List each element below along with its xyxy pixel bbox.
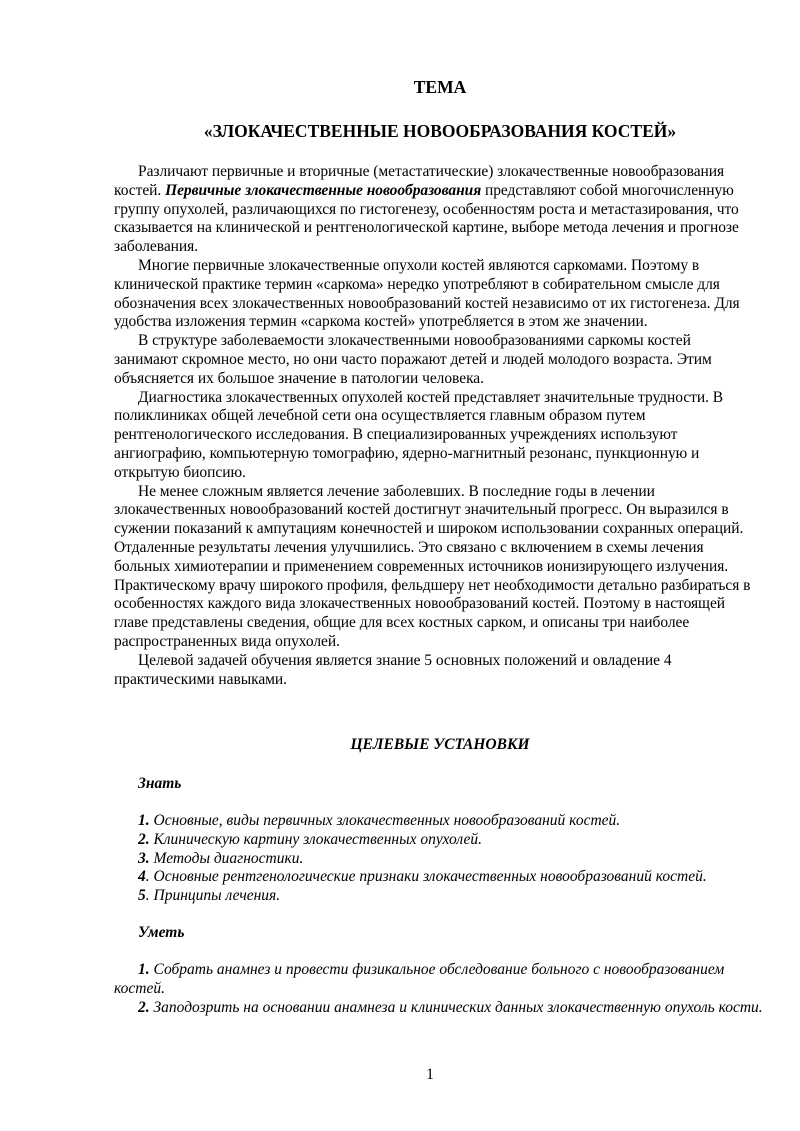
know-item bbox=[114, 887, 764, 906]
list-number: 1. bbox=[138, 961, 150, 978]
paragraph-3: В структуре заболеваемости злокачественными новообразованиями саркомы костей занимают скромное место, но они часто поражают детей и людей молодого возраста. Этим объясняется их большое значение в патологии человека. bbox=[114, 332, 712, 387]
know-item bbox=[114, 868, 764, 887]
can-item bbox=[114, 961, 764, 999]
list-text: . Принципы лечения. bbox=[145, 887, 281, 905]
list-number: 2. bbox=[138, 998, 150, 1016]
list-text: . Основные рентгенологические признаки злокачественных новообразований костей. bbox=[145, 868, 707, 886]
list-text: Основные, виды первичных злокачественных новообразований костей. bbox=[149, 812, 621, 829]
can-subheading: Уметь bbox=[138, 924, 185, 941]
list-number: 5 bbox=[138, 887, 146, 905]
know-item bbox=[114, 850, 764, 869]
paragraph-6: Целевой задачей обучения является знание 5 основных положений и овладение 4 практическими навыками. bbox=[114, 651, 672, 688]
list-text: Клиническую картину злокачественных опухолей. bbox=[149, 830, 483, 848]
document-title: «ЗЛОКАЧЕСТВЕННЫЕ НОВООБРАЗОВАНИЯ КОСТЕЙ» bbox=[203, 121, 677, 141]
body-text bbox=[114, 163, 754, 689]
paragraph-1 bbox=[114, 163, 754, 257]
page-number: 1 bbox=[426, 1066, 434, 1083]
paragraph-1-start: Различают первичные и вторичные (метастатические) злокачественные новообразования костей. bbox=[114, 163, 725, 199]
paragraph-1-emphasis: Первичные злокачественные новообразования bbox=[165, 181, 482, 199]
goals-heading: ЦЕЛЕВЫЕ УСТАНОВКИ bbox=[350, 736, 530, 753]
topic-label: ТЕМА bbox=[413, 77, 467, 97]
know-item bbox=[114, 812, 764, 831]
paragraph-1-end: представляют собой многочисленную группу опухолей, различающихся по гистогенезу, особенностям роста и метастазирования, что сказывается на клинической и рентгенологической картине, выборе метода лечения и прогнозе заболевания. bbox=[114, 181, 739, 256]
list-text: Собрать анамнез и провести физикальное обследование больного с новообразованием костей. bbox=[114, 961, 725, 997]
list-number: 3. bbox=[138, 849, 150, 867]
list-text: Заподозрить на основании анамнеза и клинических данных злокачественную опухоль кости. bbox=[149, 998, 763, 1016]
paragraph-2: Многие первичные злокачественные опухоли костей являются саркомами. Поэтому в клинической практике термин «саркома» нередко употребляют в собирательном смысле для обозначения всех злокачественных новообразований костей независимо от их гистогенеза. Для удобства изложения термин «саркома костей» употребляется в этом же значении. bbox=[114, 256, 740, 331]
paragraph-4: Диагностика злокачественных опухолей костей представляет значительные трудности. В поликлиниках общей лечебной сети она осуществляется главным образом путем рентгенологического исследования. В специализированных учреждениях используют ангиографию, компьютерную томографию, ядерно-магнитный резонанс, пункционную и открытую биопсию. bbox=[114, 388, 724, 481]
can-item bbox=[114, 999, 764, 1018]
know-item bbox=[114, 831, 764, 850]
list-number: 4 bbox=[138, 868, 146, 886]
list-number: 2. bbox=[138, 830, 150, 848]
list-text: Методы диагностики. bbox=[149, 849, 304, 867]
can-list bbox=[114, 961, 764, 1017]
paragraph-5: Не менее сложным является лечение заболевших. В последние годы в лечении злокачественных новообразований костей достигнут значительный прогресс. Он выразился в сужении показаний к ампутациям конечностей и широком использовании сохранных операций. Отдаленные результаты лечения улучшились. Это связано с включением в схемы лечения больных химиотерапии и применением современных источников ионизирующего излучения. Практическому врачу широкого профиля, фельдшеру нет необходимости детально разбираться в особенностях каждого вида злокачественных новообразований костей. Поэтому в настоящей главе представлены сведения, общие для всех костных сарком, и описаны три наиболее распространенных вида опухолей. bbox=[114, 482, 751, 650]
know-subheading: Знать bbox=[138, 775, 182, 792]
know-list bbox=[114, 812, 764, 906]
list-number: 1. bbox=[138, 812, 150, 829]
